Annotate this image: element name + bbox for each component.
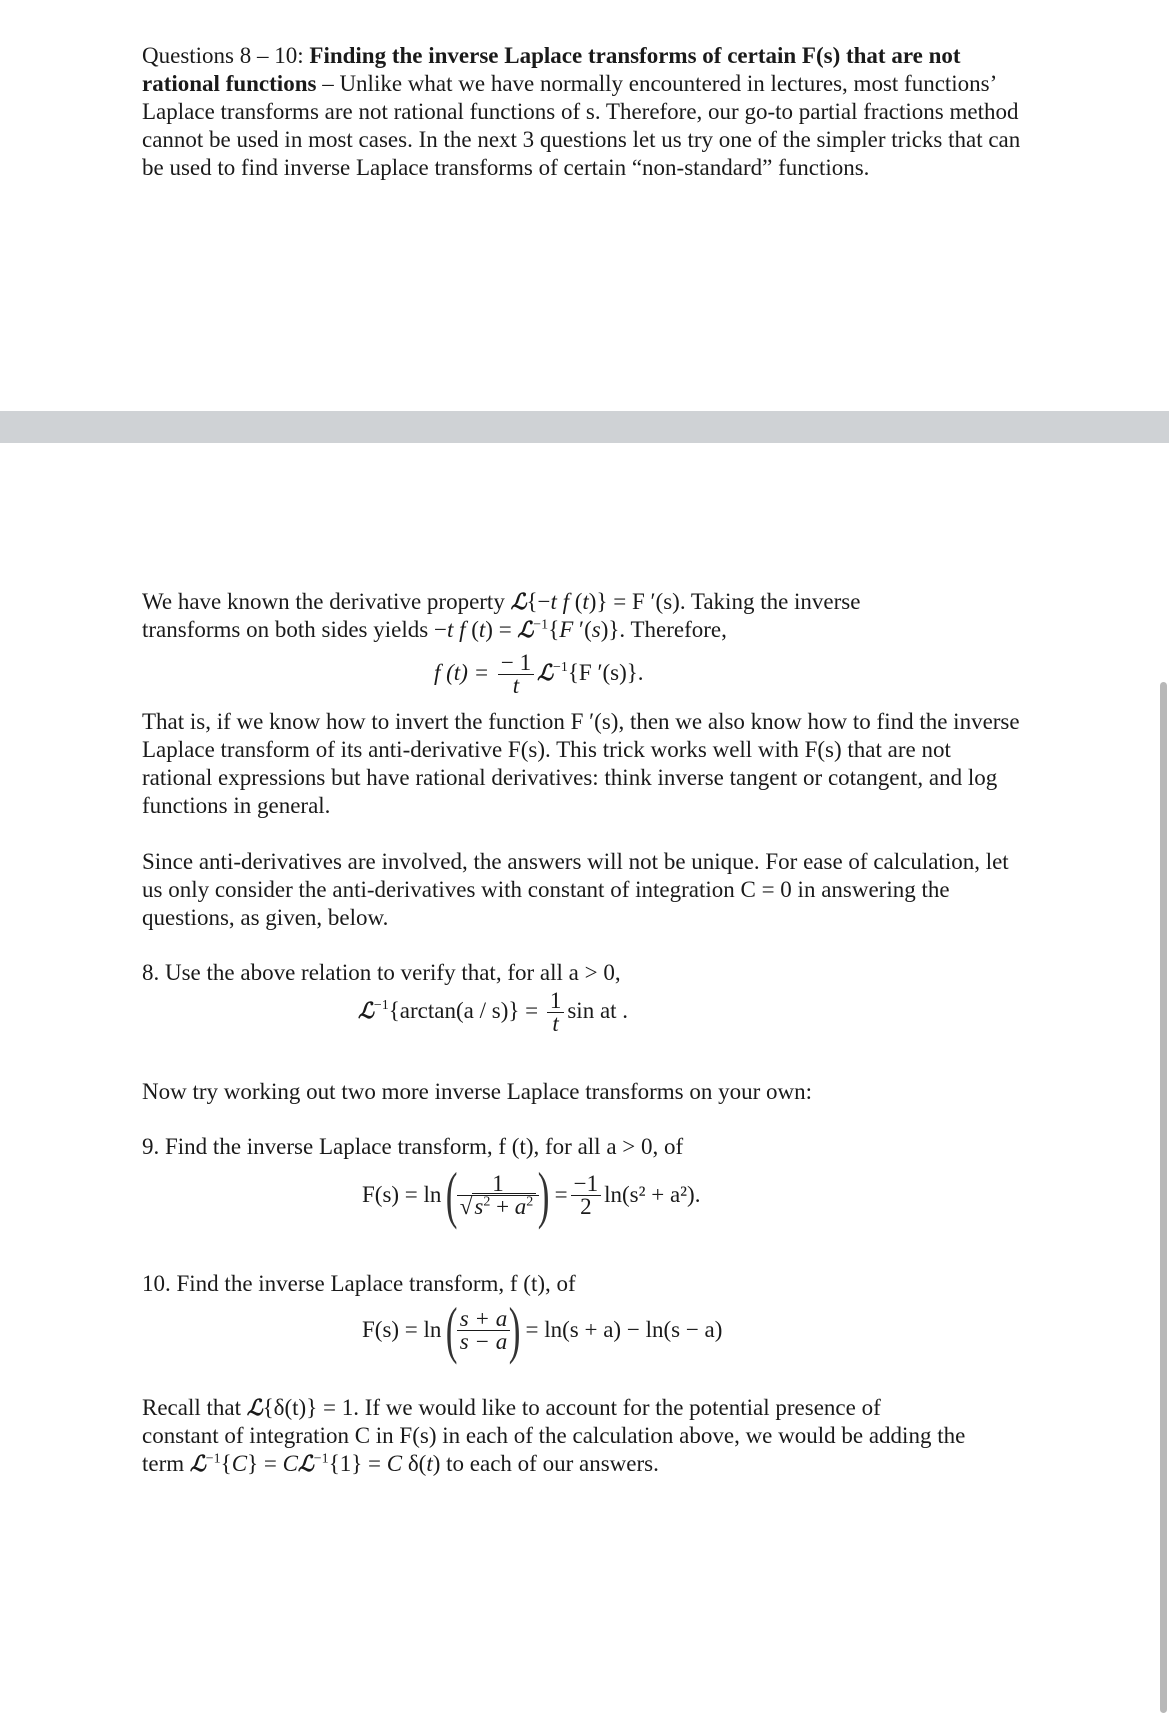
recall-paragraph: [142, 1394, 1022, 1478]
trick-explanation-paragraph: That is, if we know how to invert the function F ′(s), then we also know how to find the inverse Laplace transform of its anti-derivative F(s). This trick works well with F(s) that are not rational expressions but have rational derivatives: think inverse tangent or cotangent, and log functions in general.: [142, 709, 1020, 818]
question-9-label: 9. Find the inverse Laplace transform, f (t), for all a > 0, of: [142, 1134, 684, 1159]
right-paren: ): [538, 1159, 550, 1230]
intro-bold-title: Finding the inverse Laplace transforms of certain F(s) that are not rational functions: [142, 43, 961, 96]
laplace-symbol: ℒ: [297, 1451, 314, 1477]
intro-prefix: Questions 8 – 10:: [142, 43, 310, 68]
question-9-equation: F(s) = ln ( $\frac{1}{√s^2 + a^2}$ ) = $\frac{-1}{2}$ ln(s² + a²).: [362, 1159, 701, 1230]
question-9-inner-fraction: $\frac{1}{√s^2 + a^2}$: [457, 1173, 540, 1218]
recall-line-1: Recall that ℒ{δ(t)} = 1. If we would like to account for the potential presence of: [142, 1395, 881, 1421]
derivative-property-line-2: transforms on both sides yields −t f (t) = ℒ$^{-1}${F ′(s)}. Therefore,: [142, 617, 727, 643]
laplace-symbol: ℒ: [358, 997, 374, 1024]
question-8-equation: ℒ$^{-1}${arctan(a / s)} = $\frac{1}{t}$ sin at .: [358, 988, 629, 1036]
main-equation-fraction: $\frac{- 1}{t}$: [498, 652, 534, 697]
laplace-symbol: ℒ: [246, 1395, 263, 1421]
question-10-label: 10. Find the inverse Laplace transform, f (t), of: [142, 1271, 576, 1296]
now-try-text: Now try working out two more inverse Laplace transforms on your own:: [142, 1079, 813, 1104]
question-10-equation: F(s) = ln ( $\frac{s + a}{s - a}$ ) = ln(s + a) − ln(s − a): [362, 1294, 723, 1365]
laplace-symbol: ℒ: [517, 617, 534, 643]
left-paren: (: [446, 1159, 458, 1230]
right-paren: ): [509, 1294, 521, 1365]
main-equation: f (t) = $\frac{- 1}{t}$ ℒ$^{-1}${F ′(s)}.: [434, 650, 644, 698]
intro-body: – Unlike what we have normally encountered in lectures, most functions’ Laplace transforms are not rational functions of s. Therefore, our go-to partial fractions method cannot be used in most cases. In the next 3 questions let us try one of the simpler tricks that can be used to find inverse Laplace transforms of certain “non-standard” functions.: [142, 71, 1021, 180]
recall-line-3: term ℒ$^{-1}${C} = Cℒ$^{-1}${1} = C δ(t) to each of our answers.: [142, 1451, 659, 1477]
question-9-fraction: $\frac{-1}{2}$: [571, 1173, 601, 1218]
laplace-symbol: ℒ: [189, 1451, 206, 1477]
derivative-property-paragraph: [142, 588, 1022, 644]
vertical-scrollbar[interactable]: [1160, 682, 1167, 1713]
question-8-label: 8. Use the above relation to verify that, for all a > 0,: [142, 960, 621, 985]
laplace-symbol: ℒ: [510, 589, 527, 615]
left-paren: (: [446, 1294, 458, 1365]
recall-line-2: constant of integration C in F(s) in each of the calculation above, we would be adding the: [142, 1423, 966, 1448]
laplace-symbol: ℒ: [537, 659, 553, 686]
question-8-fraction: $\frac{1}{t}$: [547, 990, 565, 1035]
question-10-fraction: $\frac{s + a}{s - a}$: [457, 1308, 510, 1353]
intro-paragraph: [142, 42, 1022, 182]
derivative-property-line-1: We have known the derivative property ℒ{−t f (t)} = F ′(s). Taking the inverse: [142, 589, 861, 615]
section-separator-band: [0, 411, 1169, 443]
constant-of-integration-paragraph: Since anti-derivatives are involved, the answers will not be unique. For ease of calculation, let us only consider the anti-derivatives with constant of integration C = 0 in answering the questions, as given, below.: [142, 849, 1009, 930]
